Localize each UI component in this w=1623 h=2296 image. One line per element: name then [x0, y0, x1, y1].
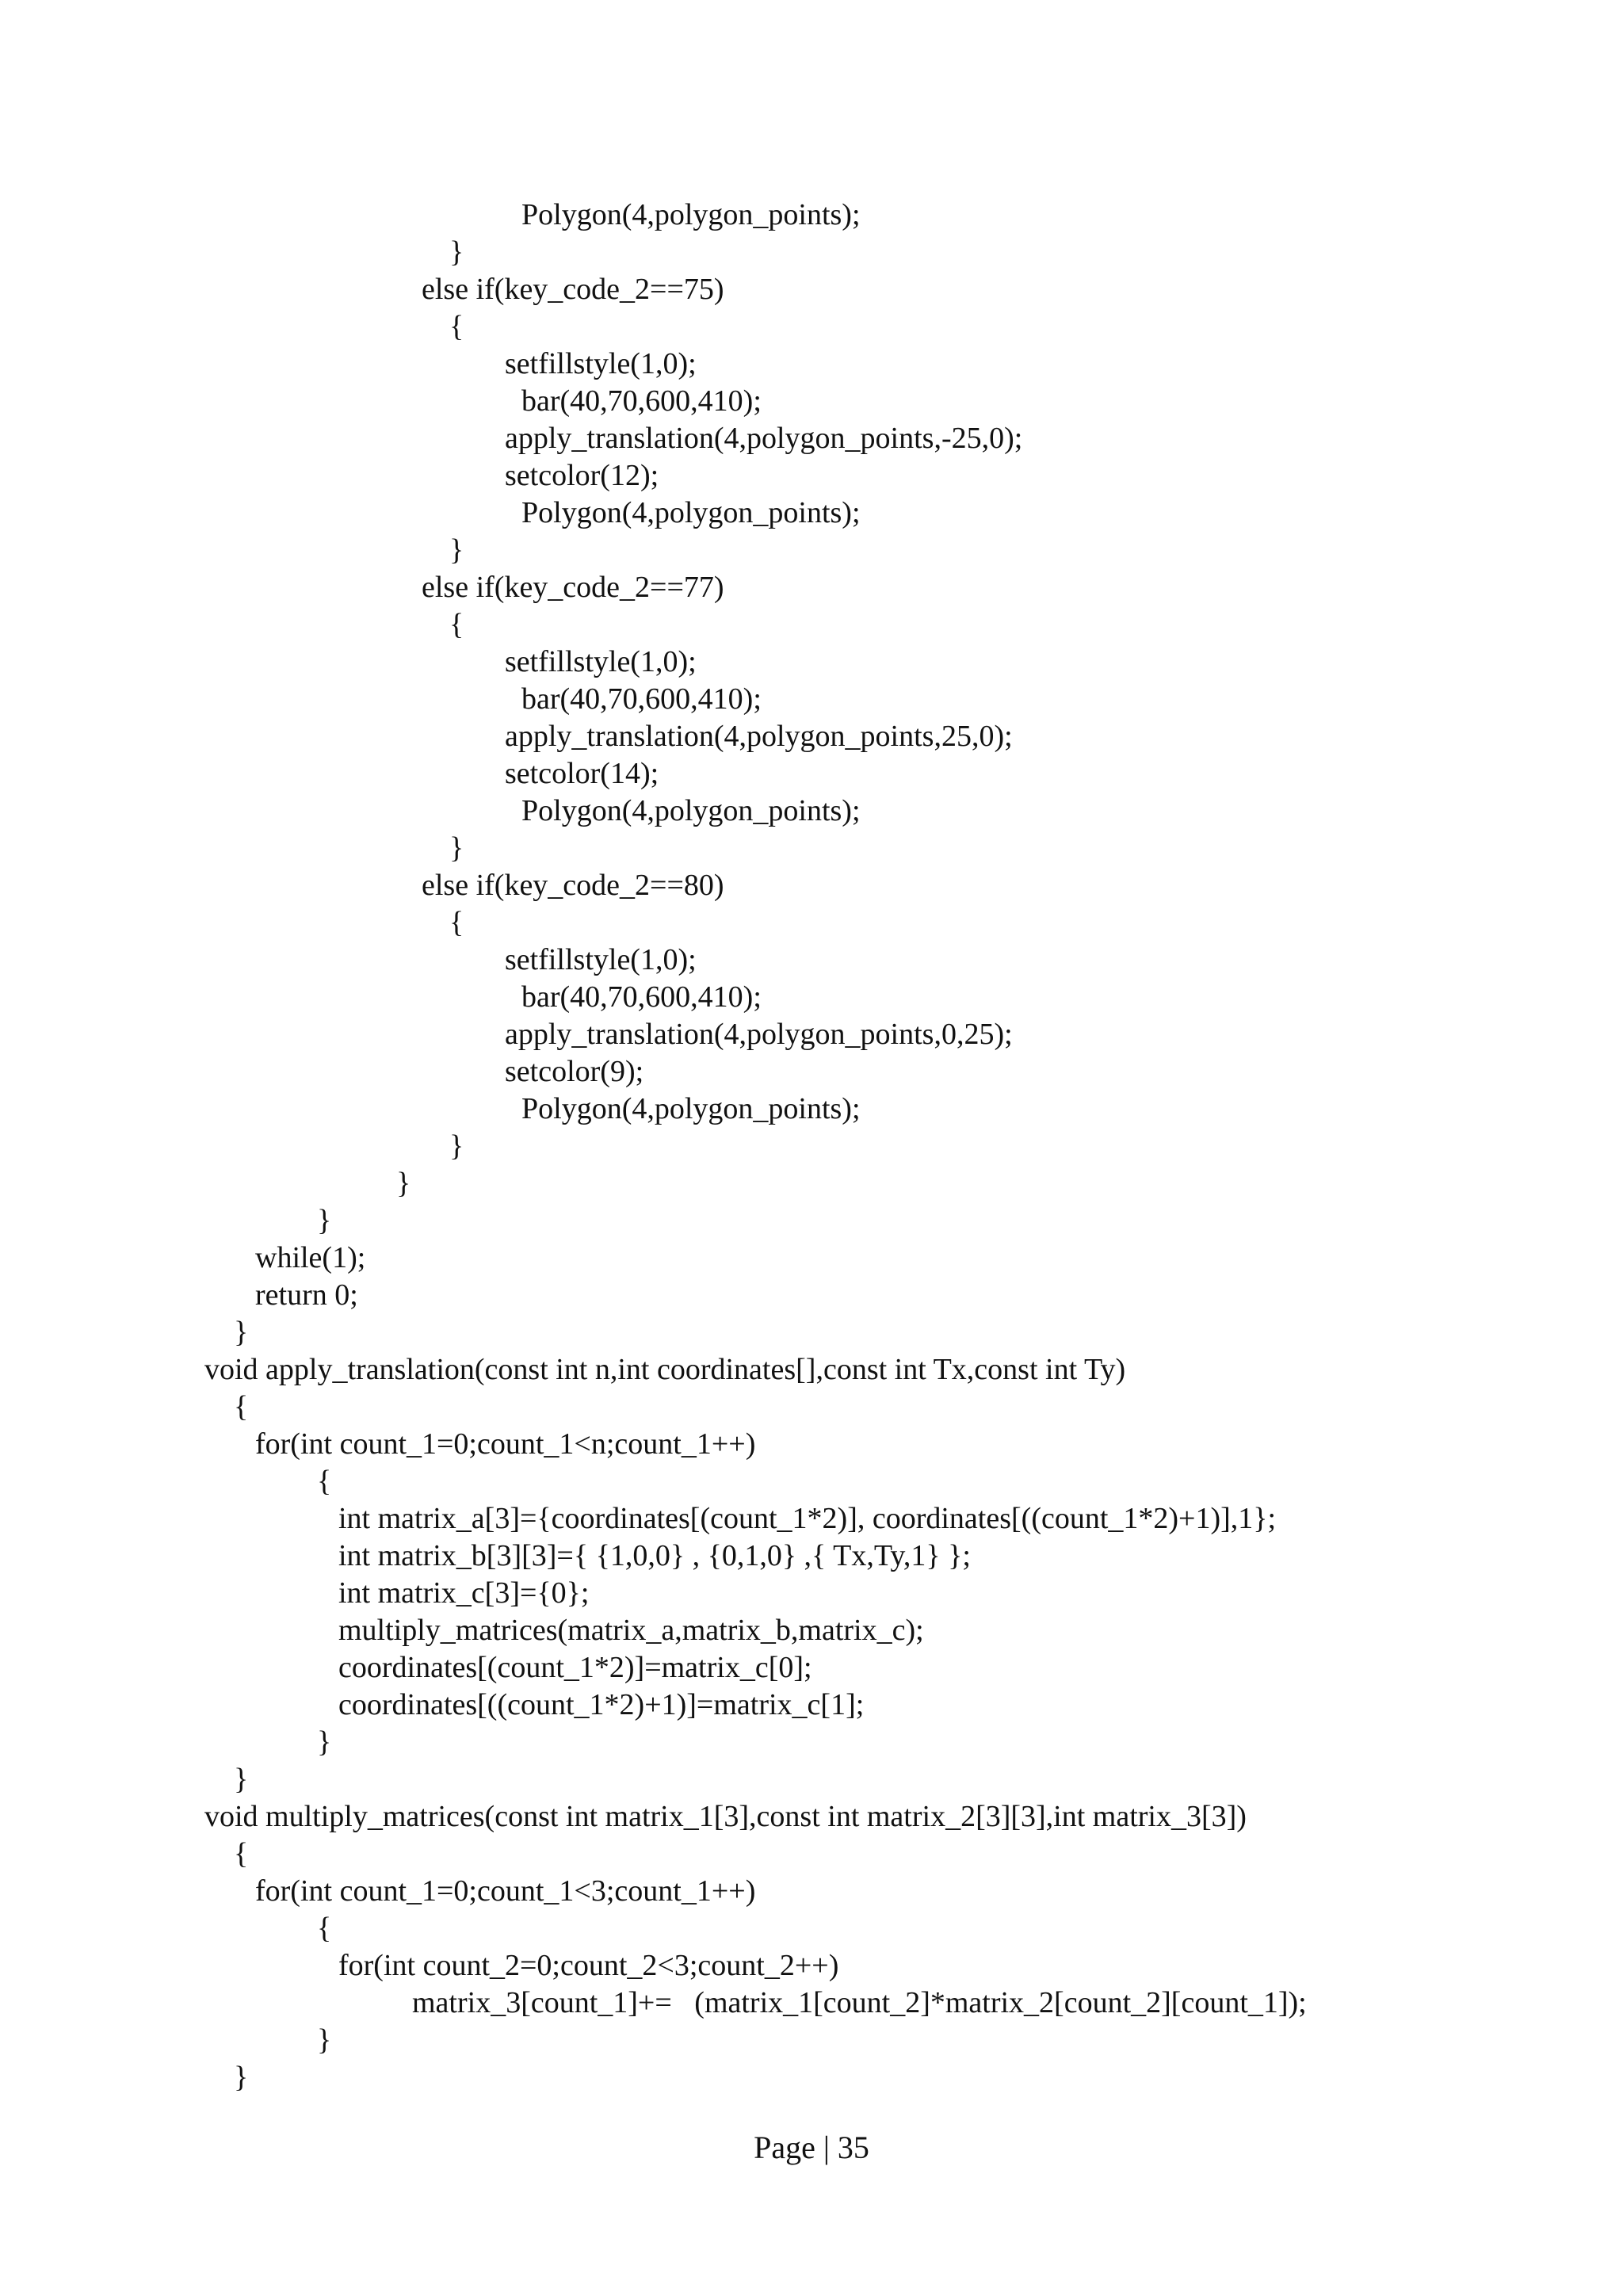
- code-line: int matrix_c[3]={0};: [338, 1576, 590, 1610]
- code-line: {: [449, 608, 464, 641]
- code-line: void apply_translation(const int n,int coordinates[],const int Tx,const int Ty): [204, 1353, 1126, 1386]
- code-line: else if(key_code_2==80): [422, 869, 724, 902]
- code-line: Polygon(4,polygon_points);: [521, 496, 861, 529]
- code-line: {: [449, 906, 464, 939]
- code-line: }: [317, 2023, 332, 2057]
- code-line: setfillstyle(1,0);: [505, 645, 697, 678]
- code-line: {: [317, 1465, 332, 1498]
- code-line: Polygon(4,polygon_points);: [521, 1092, 861, 1125]
- code-line: multiply_matrices(matrix_a,matrix_b,matrix_c);: [338, 1614, 924, 1647]
- code-line: for(int count_2=0;count_2<3;count_2++): [338, 1949, 839, 1982]
- code-line: while(1);: [255, 1241, 366, 1274]
- code-line: setfillstyle(1,0);: [505, 943, 697, 976]
- code-line: for(int count_1=0;count_1<3;count_1++): [255, 1874, 756, 1908]
- code-line: int matrix_a[3]={coordinates[(count_1*2)], coordinates[((count_1*2)+1)],1};: [338, 1502, 1277, 1535]
- code-line: setfillstyle(1,0);: [505, 347, 697, 380]
- code-line: }: [234, 2061, 249, 2094]
- code-line: bar(40,70,600,410);: [521, 980, 762, 1014]
- code-line: for(int count_1=0;count_1<n;count_1++): [255, 1427, 756, 1461]
- code-line: coordinates[((count_1*2)+1)]=matrix_c[1];: [338, 1688, 865, 1721]
- code-line: {: [234, 1390, 249, 1423]
- code-line: Polygon(4,polygon_points);: [521, 198, 861, 231]
- code-line: {: [317, 1912, 332, 1945]
- code-line: setcolor(14);: [505, 757, 659, 790]
- code-line: }: [234, 1763, 249, 1796]
- code-line: apply_translation(4,polygon_points,25,0);: [505, 720, 1013, 753]
- code-line: setcolor(9);: [505, 1055, 644, 1088]
- code-line: apply_translation(4,polygon_points,-25,0);: [505, 422, 1023, 455]
- code-line: }: [449, 1129, 464, 1163]
- code-line: {: [234, 1837, 249, 1870]
- code-line: coordinates[(count_1*2)]=matrix_c[0];: [338, 1651, 812, 1684]
- code-line: }: [396, 1167, 411, 1200]
- code-line: apply_translation(4,polygon_points,0,25);: [505, 1018, 1013, 1051]
- code-line: bar(40,70,600,410);: [521, 384, 762, 418]
- code-line: }: [449, 235, 464, 269]
- page-number-footer: Page | 35: [754, 2130, 869, 2165]
- code-line: return 0;: [255, 1278, 358, 1312]
- code-line: bar(40,70,600,410);: [521, 682, 762, 716]
- code-line: Polygon(4,polygon_points);: [521, 794, 861, 827]
- code-line: else if(key_code_2==77): [422, 571, 724, 604]
- code-line: setcolor(12);: [505, 459, 659, 492]
- code-line: }: [234, 1316, 249, 1349]
- code-line: }: [449, 533, 464, 567]
- code-line: matrix_3[count_1]+= (matrix_1[count_2]*matrix_2[count_2][count_1]);: [412, 1986, 1307, 2019]
- code-line: else if(key_code_2==75): [422, 273, 724, 306]
- code-line: int matrix_b[3][3]={ {1,0,0} , {0,1,0} ,{ Tx,Ty,1} };: [338, 1539, 971, 1572]
- code-line: }: [317, 1725, 332, 1759]
- code-line: void multiply_matrices(const int matrix_1[3],const int matrix_2[3][3],int matrix_3[3]): [204, 1800, 1247, 1833]
- code-line: }: [317, 1204, 332, 1237]
- code-line: {: [449, 310, 464, 343]
- code-line: }: [449, 831, 464, 865]
